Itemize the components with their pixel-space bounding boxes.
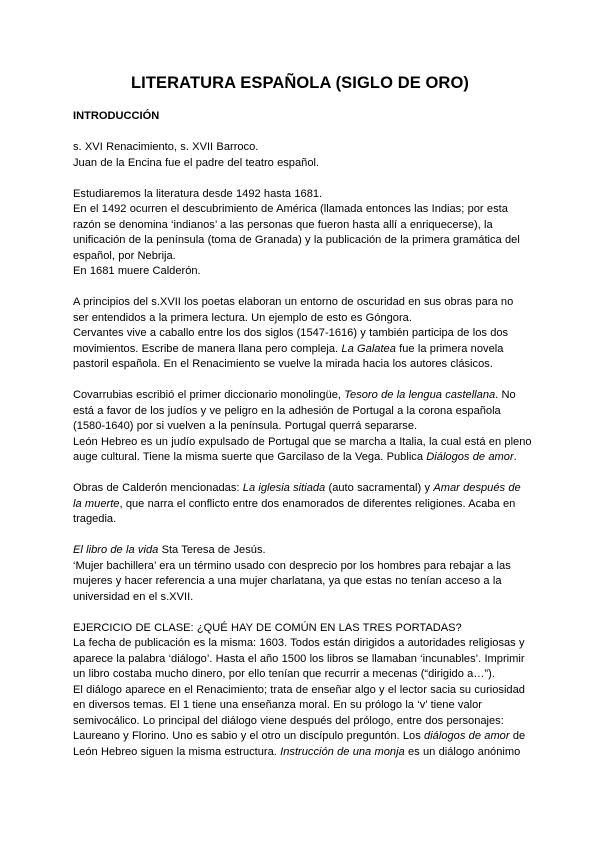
text-run: Cervantes vive a caballo entre los dos siglos (1547-1616) y también participa de los dos (73, 327, 509, 339)
text-run: (auto sacramental) y (325, 482, 434, 494)
paragraph (73, 295, 533, 373)
text-line (73, 543, 533, 559)
text-run: León Hebreo siguen la misma estructura. (73, 745, 281, 758)
text-run: semivocálico. Lo principal del diálogo viene después del prólogo, entre dos personajes: (73, 714, 504, 727)
text-run: León Hebreo es un judío expulsado de Portugal que se marcha a Italia, la cual está en pleno (73, 435, 532, 448)
text-run: A principios del s.XVII los poetas elaboran un entorno de oscuridad en sus obras para no (73, 296, 514, 308)
paragraph (73, 543, 533, 605)
italic-title: El libro de la vida (73, 544, 159, 556)
italic-title: Diálogos de amor (426, 451, 514, 463)
paragraph (73, 621, 533, 761)
text-run: Juan de la Encina fue el padre del teatro español. (73, 156, 320, 169)
text-line (73, 249, 533, 265)
text-line (73, 404, 533, 420)
text-line (73, 419, 533, 435)
text-run: aparece la palabra ‘diálogo’. Hasta el año 1500 los libros se llamaban ‘incunables’. Imprimir (73, 652, 525, 665)
text-line (73, 667, 533, 683)
text-line (73, 295, 533, 311)
paragraph (73, 388, 533, 466)
text-line (73, 342, 533, 358)
text-line (73, 652, 533, 668)
italic-title: Tesoro de la lengua castellana (344, 389, 496, 401)
text-run: , que narra el conflicto entre dos enamorados de diferentes religiones. Acaba en (119, 497, 516, 510)
document-body (73, 109, 533, 776)
text-run: está a favor de los judíos y ve peligro en la adhesión de Portugal a la corona española (73, 404, 501, 417)
paragraph (73, 140, 533, 171)
section-heading: INTRODUCCIÓN (73, 110, 160, 122)
text-run: (1580-1640) por si vuelven a la península. Portugal querrá separarse. (73, 420, 418, 432)
text-run: de (509, 730, 526, 742)
italic-title: Amar después de (433, 482, 521, 494)
text-run: La fecha de publicación es la misma: 1603. Todos están dirigidos a autoridades religiosas y (73, 637, 525, 649)
italic-title: Instrucción de una monja (280, 745, 405, 758)
text-line (73, 481, 533, 497)
text-line (73, 497, 533, 513)
text-line (73, 218, 533, 234)
text-run: un libro costaba mucho dinero, por ello tenían que recurrir a mecenas (“dirigido a…”). (73, 668, 495, 680)
text-line (73, 156, 533, 172)
text-line (73, 714, 533, 730)
italic-title: La Galatea (341, 342, 396, 355)
text-run: Sta Teresa de Jesús. (158, 544, 266, 556)
text-line (73, 559, 533, 575)
text-run: movimientos. Escribe de manera llana pero compleja. (73, 342, 342, 355)
text-run: mujeres y hacer referencia a una mujer charlatana, ya que estas no tenían acceso a la (73, 575, 502, 587)
text-run: ‘Mujer bachillera’ era un término usado con desprecio por los hombres para rebajar a las (73, 559, 511, 572)
text-line (73, 264, 533, 280)
text-run: En 1681 muere Calderón. (73, 265, 201, 277)
italic-title: diálogos de amor (424, 730, 510, 742)
text-line (73, 590, 533, 606)
paragraph (73, 187, 533, 280)
text-run: ser entendidos a la primera lectura. Un ejemplo de esto es Góngora. (73, 311, 412, 324)
text-line (73, 187, 533, 203)
text-run: . (513, 451, 517, 463)
text-run: Estudiaremos la literatura desde 1492 hasta 1681. (73, 187, 323, 200)
text-line (73, 388, 533, 404)
text-run: EJERCICIO DE CLASE: ¿QUÉ HAY DE COMÚN EN LAS TRES PORTADAS? (73, 621, 462, 634)
italic-title: La iglesia sitiada (242, 482, 326, 494)
text-line (73, 621, 533, 637)
text-line (73, 357, 533, 373)
text-run: Obras de Calderón mencionadas: (73, 482, 243, 494)
text-run: español, por Nebrija. (73, 249, 176, 262)
text-run: s. XVI Renacimiento, s. XVII Barroco. (73, 141, 259, 153)
text-line (73, 683, 533, 699)
document-title: LITERATURA ESPAÑOLA (SIGLO DE ORO) (131, 74, 469, 92)
text-run: tragedia. (73, 513, 117, 525)
text-line (73, 512, 533, 528)
text-line (73, 435, 533, 451)
text-line (73, 140, 533, 156)
text-run: es un diálogo anónimo (404, 745, 521, 758)
paragraph (73, 481, 533, 528)
text-run: auge cultural. Tiene la misma suerte que Garcilaso de la Vega. Publica (73, 451, 427, 463)
text-run: razón se denomina ‘indianos’ a las personas que fueron hasta allí a enriquecerse), la (73, 218, 493, 231)
text-run: Covarrubias escribió el primer diccionario monolingüe, (73, 389, 345, 401)
text-run: El diálogo aparece en el Renacimiento; trata de enseñar algo y el lector sacia su curiosidad (73, 683, 525, 696)
text-line (73, 636, 533, 652)
text-run: fue la primera novela (395, 342, 504, 355)
text-run: En el 1492 ocurren el descubrimiento de América (llamada entonces las Indias; por esta (73, 203, 508, 215)
text-line (73, 450, 533, 466)
text-line (73, 729, 533, 745)
text-line (73, 326, 533, 342)
text-run: en diversos temas. El 1 tiene una enseñanza moral. En su prólogo la ‘v’ tiene valor (73, 699, 482, 711)
text-line (73, 233, 533, 249)
italic-title: la muerte (73, 497, 120, 510)
text-run: . No (495, 389, 516, 401)
text-line (73, 202, 533, 218)
text-run: pastoril española. En el Renacimiento se vuelve la mirada hacia los autores clásicos. (73, 358, 493, 370)
text-run: unificación de la península (toma de Granada) y la publicación de la primera gramática del (73, 234, 520, 246)
text-line (73, 311, 533, 327)
text-line (73, 698, 533, 714)
text-run: universidad en el s.XVII. (73, 590, 194, 603)
text-line (73, 574, 533, 590)
text-line (73, 745, 533, 761)
text-run: Laureano y Florino. Uno es sabio y el otro un discípulo preguntón. Los (73, 730, 425, 742)
